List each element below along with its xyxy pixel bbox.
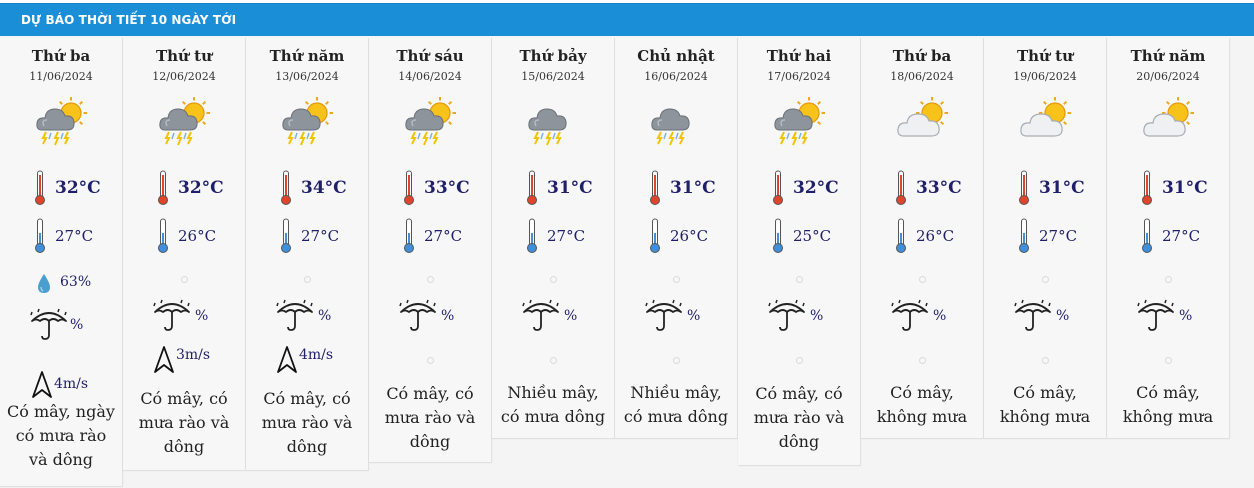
humidity-drop-icon (36, 273, 52, 295)
day-column (492, 38, 615, 438)
forecast-title: DỰ BÁO THỜI TIẾT 10 NGÀY TỚI (21, 13, 237, 27)
umbrella-icon (890, 297, 930, 333)
umbrella-icon (644, 297, 684, 333)
temp-max: 32°C (178, 178, 224, 198)
day-date: 16/06/2024 (644, 70, 708, 83)
day-name: Thứ năm (1130, 47, 1206, 65)
thermometer-cold-icon (649, 218, 661, 254)
day-column (738, 38, 861, 465)
rain-chance: % (1056, 308, 1070, 324)
temp-max: 31°C (547, 178, 593, 198)
temp-min: 25°C (793, 227, 832, 245)
thermometer-hot-icon (895, 170, 907, 206)
thermometer-hot-icon (34, 170, 46, 206)
day-column (123, 38, 246, 470)
weather-description: Nhiều mây, có mưa dông (623, 383, 729, 426)
rain-chance: % (318, 308, 332, 324)
day-column (984, 38, 1107, 438)
forecast-days (0, 38, 1254, 488)
umbrella-icon (1013, 297, 1053, 333)
temp-max: 34°C (301, 178, 347, 198)
rain-chance: % (933, 308, 947, 324)
partly-cloudy-icon (1018, 94, 1072, 148)
temp-max: 32°C (793, 178, 839, 198)
day-name: Thứ tư (155, 47, 213, 65)
temp-min: 27°C (1162, 227, 1201, 245)
umbrella-icon (521, 297, 561, 333)
temp-max: 31°C (1162, 178, 1208, 198)
rain-chance: % (687, 308, 701, 324)
wind-arrow-icon (153, 345, 175, 375)
humidity-placeholder-icon (304, 276, 311, 283)
umbrella-icon (767, 297, 807, 333)
weather-description: Có mây, có mưa rào và dông (384, 384, 476, 451)
day-column (369, 38, 492, 462)
umbrella-icon (152, 297, 192, 333)
wind-speed: 4m/s (299, 347, 334, 363)
temp-max: 31°C (1039, 178, 1085, 198)
thermometer-hot-icon (649, 170, 661, 206)
thermometer-cold-icon (1018, 218, 1030, 254)
rain-chance: % (70, 317, 84, 333)
humidity-placeholder-icon (181, 276, 188, 283)
thunderstorm-sun-icon (157, 94, 211, 148)
day-date: 18/06/2024 (890, 70, 954, 83)
umbrella-icon (398, 297, 438, 333)
humidity-placeholder-icon (673, 276, 680, 283)
day-name: Thứ sáu (396, 47, 464, 65)
weather-description: Có mây, có mưa rào và dông (138, 389, 230, 456)
thermometer-hot-icon (157, 170, 169, 206)
day-name: Thứ ba (31, 47, 91, 65)
weather-description: Nhiều mây, có mưa dông (500, 383, 606, 426)
umbrella-icon (275, 297, 315, 333)
rain-chance: % (195, 308, 209, 324)
day-date: 13/06/2024 (275, 70, 339, 83)
day-column (861, 38, 984, 438)
wind-placeholder-icon (427, 357, 434, 364)
wind-speed: 3m/s (176, 347, 211, 363)
thunderstorm-sun-icon (772, 94, 826, 148)
wind-placeholder-icon (673, 357, 680, 364)
rain-chance: % (1179, 308, 1193, 324)
day-date: 17/06/2024 (767, 70, 831, 83)
weather-description: Có mây, không mưa (999, 383, 1091, 426)
temp-min: 27°C (301, 227, 340, 245)
day-name: Thứ năm (269, 47, 345, 65)
thermometer-hot-icon (526, 170, 538, 206)
partly-cloudy-icon (1141, 94, 1195, 148)
day-date: 14/06/2024 (398, 70, 462, 83)
thunderstorm-icon (526, 94, 580, 148)
temp-min: 27°C (1039, 227, 1078, 245)
thermometer-cold-icon (34, 218, 46, 254)
thermometer-cold-icon (895, 218, 907, 254)
day-name: Thứ bảy (519, 47, 587, 65)
rain-chance: % (441, 308, 455, 324)
wind-placeholder-icon (919, 357, 926, 364)
day-column (1107, 38, 1230, 438)
thermometer-cold-icon (403, 218, 415, 254)
thermometer-cold-icon (526, 218, 538, 254)
thunderstorm-icon (649, 94, 703, 148)
thermometer-hot-icon (772, 170, 784, 206)
humidity-placeholder-icon (919, 276, 926, 283)
thermometer-hot-icon (280, 170, 292, 206)
thermometer-cold-icon (1141, 218, 1153, 254)
wind-placeholder-icon (796, 357, 803, 364)
thunderstorm-sun-icon (403, 94, 457, 148)
thermometer-cold-icon (280, 218, 292, 254)
weather-description: Có mây, có mưa rào và dông (753, 384, 845, 451)
wind-placeholder-icon (1165, 357, 1172, 364)
day-date: 11/06/2024 (29, 70, 93, 83)
day-date: 12/06/2024 (152, 70, 216, 83)
temp-min: 26°C (916, 227, 955, 245)
wind-arrow-icon (276, 345, 298, 375)
temp-min: 26°C (670, 227, 709, 245)
temp-min: 27°C (55, 227, 94, 245)
humidity-placeholder-icon (796, 276, 803, 283)
temp-max: 31°C (670, 178, 716, 198)
wind-speed: 4m/s (54, 376, 89, 392)
day-column (0, 38, 123, 486)
weather-description: Có mây, có mưa rào và dông (261, 389, 353, 456)
wind-placeholder-icon (1042, 357, 1049, 364)
wind-placeholder-icon (550, 357, 557, 364)
partly-cloudy-icon (895, 94, 949, 148)
thermometer-cold-icon (157, 218, 169, 254)
weather-description: Có mây, không mưa (876, 383, 968, 426)
day-date: 15/06/2024 (521, 70, 585, 83)
temp-min: 27°C (424, 227, 463, 245)
thermometer-hot-icon (1141, 170, 1153, 206)
temp-max: 33°C (916, 178, 962, 198)
day-column (246, 38, 369, 470)
day-column (615, 38, 738, 438)
humidity-value: 63% (60, 274, 92, 290)
temp-max: 32°C (55, 178, 101, 198)
humidity-placeholder-icon (427, 276, 434, 283)
humidity-placeholder-icon (1042, 276, 1049, 283)
day-name: Thứ hai (766, 47, 832, 65)
day-date: 20/06/2024 (1136, 70, 1200, 83)
rain-chance: % (810, 308, 824, 324)
humidity-placeholder-icon (1165, 276, 1172, 283)
wind-arrow-icon (31, 370, 53, 400)
day-name: Chủ nhật (637, 47, 715, 65)
temp-min: 26°C (178, 227, 217, 245)
temp-max: 33°C (424, 178, 470, 198)
rain-chance: % (564, 308, 578, 324)
humidity-placeholder-icon (550, 276, 557, 283)
day-date: 19/06/2024 (1013, 70, 1077, 83)
forecast-header (0, 3, 1254, 36)
thunderstorm-sun-icon (34, 94, 88, 148)
thunderstorm-sun-icon (280, 94, 334, 148)
temp-min: 27°C (547, 227, 586, 245)
day-name: Thứ tư (1016, 47, 1074, 65)
weather-description: Có mây, không mưa (1122, 383, 1214, 426)
umbrella-icon (29, 306, 69, 342)
umbrella-icon (1136, 297, 1176, 333)
weather-description: Có mây, ngày có mưa rào và dông (7, 402, 115, 469)
thermometer-hot-icon (1018, 170, 1030, 206)
thermometer-cold-icon (772, 218, 784, 254)
thermometer-hot-icon (403, 170, 415, 206)
day-name: Thứ ba (892, 47, 952, 65)
